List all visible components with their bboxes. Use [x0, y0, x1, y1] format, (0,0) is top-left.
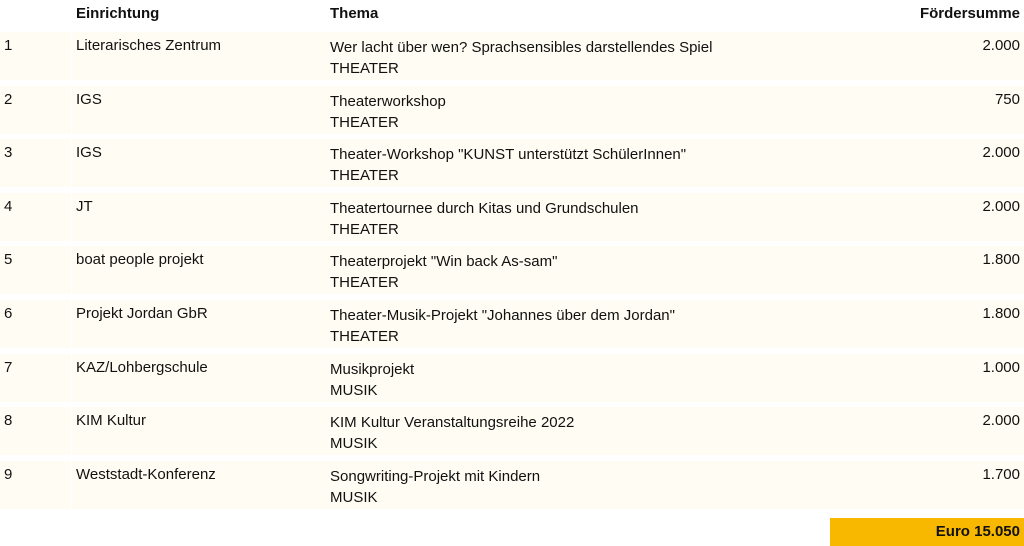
row-foerdersumme: 1.800	[830, 300, 1024, 348]
row-thema-cell	[326, 139, 830, 187]
total-sum: Euro 15.050	[830, 518, 1024, 546]
row-kategorie: THEATER	[330, 327, 399, 345]
table-body	[0, 30, 1024, 512]
row-einrichtung: KIM Kultur	[72, 407, 326, 455]
table-row	[0, 84, 1024, 138]
row-einrichtung: JT	[72, 193, 326, 241]
row-einrichtung: boat people projekt	[72, 246, 326, 294]
row-einrichtung: IGS	[72, 139, 326, 187]
row-number: 4	[0, 193, 71, 241]
row-foerdersumme: 750	[830, 86, 1024, 134]
row-einrichtung: KAZ/Lohbergschule	[72, 354, 326, 402]
row-number: 8	[0, 407, 71, 455]
table-row	[0, 352, 1024, 406]
row-number: 7	[0, 354, 71, 402]
row-thema-cell	[326, 246, 830, 294]
row-foerdersumme: 1.000	[830, 354, 1024, 402]
row-kategorie: MUSIK	[330, 488, 378, 506]
row-einrichtung: Projekt Jordan GbR	[72, 300, 326, 348]
row-number: 2	[0, 86, 71, 134]
row-kategorie: THEATER	[330, 220, 399, 238]
row-foerdersumme: 2.000	[830, 193, 1024, 241]
row-foerdersumme: 1.800	[830, 246, 1024, 294]
row-thema-cell	[326, 461, 830, 509]
row-number: 1	[0, 32, 71, 80]
row-thema-cell	[326, 86, 830, 134]
row-thema-cell	[326, 300, 830, 348]
row-number: 6	[0, 300, 71, 348]
row-kategorie: THEATER	[330, 60, 399, 77]
row-thema-cell	[326, 193, 830, 241]
row-foerdersumme: 2.000	[830, 32, 1024, 80]
row-foerdersumme: 2.000	[830, 139, 1024, 187]
header-einrichtung: Einrichtung	[76, 5, 160, 22]
row-thema-cell	[326, 32, 830, 80]
row-einrichtung: Weststadt-Konferenz	[72, 461, 326, 509]
header-thema: Thema	[330, 5, 379, 22]
table-row	[0, 191, 1024, 245]
row-thema: Wer lacht über wen? Sprachsensibles darstellendes Spiel	[330, 39, 713, 56]
row-kategorie: THEATER	[330, 167, 399, 185]
row-einrichtung: Literarisches Zentrum	[72, 32, 326, 80]
table-row	[0, 30, 1024, 84]
row-thema: KIM Kultur Veranstaltungsreihe 2022	[330, 414, 575, 432]
row-kategorie: MUSIK	[330, 435, 378, 453]
table-row	[0, 244, 1024, 298]
table-header	[0, 0, 1024, 30]
row-number: 3	[0, 139, 71, 187]
row-thema: Theater-Workshop "KUNST unterstützt SchülerInnen"	[330, 146, 687, 164]
row-thema: Theaterworkshop	[330, 92, 446, 110]
table-row	[0, 405, 1024, 459]
row-number: 9	[0, 461, 71, 509]
table-row	[0, 298, 1024, 352]
row-kategorie: THEATER	[330, 113, 399, 131]
row-number: 5	[0, 246, 71, 294]
row-thema-cell	[326, 407, 830, 455]
row-thema: Songwriting-Projekt mit Kindern	[330, 467, 541, 485]
row-thema: Musikprojekt	[330, 360, 415, 378]
table-row	[0, 459, 1024, 513]
row-thema: Theatertournee durch Kitas und Grundschulen	[330, 199, 639, 217]
table-row	[0, 137, 1024, 191]
row-einrichtung: IGS	[72, 86, 326, 134]
row-kategorie: THEATER	[330, 274, 399, 292]
row-thema: Theaterprojekt "Win back As-sam"	[330, 253, 558, 271]
row-thema: Theater-Musik-Projekt "Johannes über dem Jordan"	[330, 306, 675, 324]
row-foerdersumme: 1.700	[830, 461, 1024, 509]
row-foerdersumme: 2.000	[830, 407, 1024, 455]
header-foerdersumme: Fördersumme	[919, 5, 1020, 22]
row-kategorie: MUSIK	[330, 381, 378, 399]
row-thema-cell	[326, 354, 830, 402]
